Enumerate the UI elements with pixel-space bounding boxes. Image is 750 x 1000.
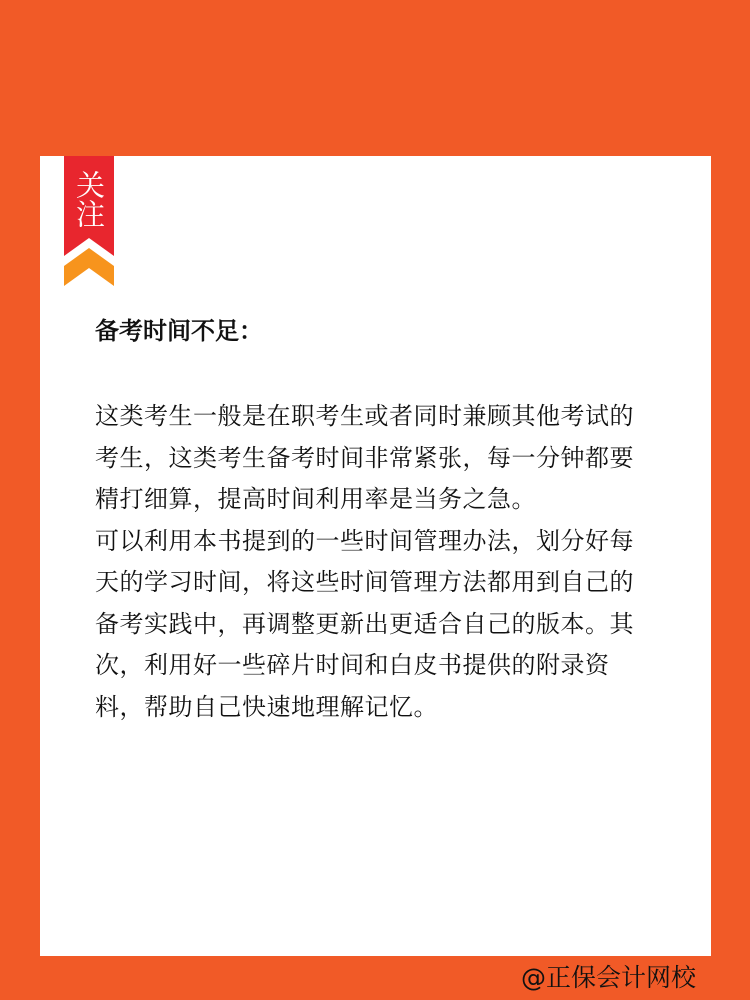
article-heading: 备考时间不足： xyxy=(95,317,263,345)
follow-label: 关注 xyxy=(72,170,106,228)
follow-ribbon[interactable] xyxy=(64,156,114,286)
article-paragraph-1: 这类考生一般是在职考生或者同时兼顾其他考试的考生，这类考生备考时间非常紧张，每一分钟都要精打细算，提高时间利用率是当务之急。 xyxy=(95,402,634,513)
brand-watermark: @正保会计网校 xyxy=(520,963,696,992)
article-body xyxy=(95,396,640,728)
article-paragraph-2: 可以利用本书提到的一些时间管理办法，划分好每天的学习时间，将这些时间管理方法都用到自己的备考实践中，再调整更新出更适合自己的版本。其次，利用好一些碎片时间和白皮书提供的附录资料，帮助自己快速地理解记忆。 xyxy=(95,526,634,721)
